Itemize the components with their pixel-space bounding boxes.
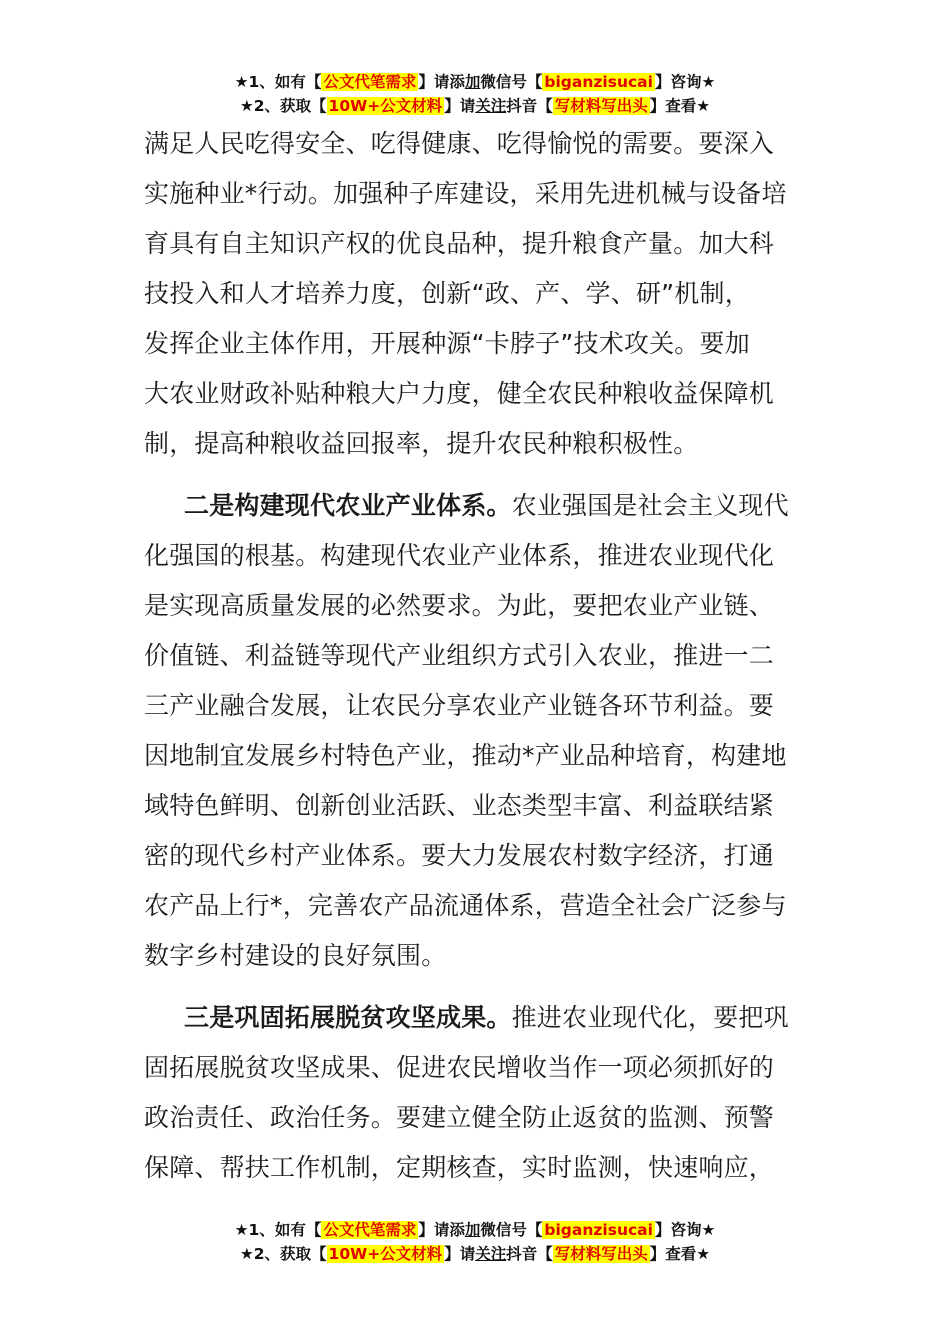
footer-line-1 xyxy=(0,1218,950,1242)
highlight-materials: 10W+公文材料 xyxy=(328,97,443,115)
highlight-ghostwriting: 公文代笔需求 xyxy=(323,73,417,91)
paragraph-3 xyxy=(144,993,808,1193)
text-line: 农产品上行*，完善农产品流通体系，营造全社会广泛参与 xyxy=(144,891,787,920)
text-line: 价值链、利益链等现代产业组织方式引入农业，推进一二 xyxy=(144,641,775,670)
highlight-materials: 10W+公文材料 xyxy=(328,1245,443,1263)
text-line: 实施种业*行动。加强种子库建设，采用先进机械与设备培 xyxy=(144,179,787,208)
text-run: 推进农业现代化，要把巩 xyxy=(511,1003,789,1032)
footer-text-underlined: 关注 xyxy=(475,1245,507,1263)
text-line: 化强国的根基。构建现代农业产业体系，推进农业现代化 xyxy=(144,541,775,570)
text-line-first xyxy=(144,481,808,531)
header-text: ★1、如有【 xyxy=(234,73,322,91)
header-line-1 xyxy=(0,70,950,94)
header-text: 】请添 xyxy=(418,73,465,91)
paragraph-2 xyxy=(144,481,808,981)
header-text-underlined: 加 xyxy=(464,73,481,91)
paragraph-1 xyxy=(144,119,808,469)
highlight-douyin: 写材料写出头 xyxy=(554,1245,648,1263)
text-line: 育具有自主知识产权的优良品种，提升粮食产量。加大科 xyxy=(144,229,775,258)
footer-text-underlined: 加 xyxy=(464,1221,481,1239)
header-text: 】咨询★ xyxy=(654,73,716,91)
footer-text: 】咨询★ xyxy=(654,1221,716,1239)
header-text: 】查看★ xyxy=(649,97,711,115)
footer-text: 】请添 xyxy=(418,1221,465,1239)
paragraph-heading: 三是巩固拓展脱贫攻坚成果。 xyxy=(184,1003,512,1032)
text-line: 发挥企业主体作用，开展种源“卡脖子”技术攻关。要加 xyxy=(144,329,750,358)
document-body xyxy=(144,119,808,1193)
text-line: 因地制宜发展乡村特色产业，推动*产业品种培育，构建地 xyxy=(144,741,787,770)
highlight-ghostwriting: 公文代笔需求 xyxy=(323,1221,417,1239)
footer-banner xyxy=(0,1218,950,1266)
text-line: 是实现高质量发展的必然要求。为此，要把农业产业链、 xyxy=(144,591,775,620)
text-line: 技投入和人才培养力度，创新“政、产、学、研”机制， xyxy=(144,279,750,308)
highlight-douyin: 写材料写出头 xyxy=(554,97,648,115)
text-line: 域特色鲜明、创新创业活跃、业态类型丰富、利益联结紧 xyxy=(144,791,775,820)
header-text: 】请 xyxy=(444,97,476,115)
text-line: 大农业财政补贴种粮大户力度，健全农民种粮收益保障机 xyxy=(144,379,775,408)
text-run: 农业强国是社会主义现代 xyxy=(511,491,789,520)
header-line-2 xyxy=(0,94,950,118)
paragraph-heading: 二是构建现代农业产业体系。 xyxy=(184,491,512,520)
text-line: 固拓展脱贫攻坚成果、促进农民增收当作一项必须抓好的 xyxy=(144,1053,775,1082)
footer-text: ★1、如有【 xyxy=(234,1221,322,1239)
footer-text: 抖音【 xyxy=(506,1245,553,1263)
text-line: 密的现代乡村产业体系。要大力发展农村数字经济，打通 xyxy=(144,841,775,870)
header-text: ★2、获取【 xyxy=(239,97,327,115)
text-line: 政治责任、政治任务。要建立健全防止返贫的监测、预警 xyxy=(144,1103,775,1132)
highlight-wechat-id: biganzisucai xyxy=(544,1221,653,1239)
text-line: 保障、帮扶工作机制，定期核查，实时监测，快速响应， xyxy=(144,1153,775,1182)
header-text: 微信号【 xyxy=(480,73,543,91)
header-banner xyxy=(0,70,950,118)
footer-text: 】查看★ xyxy=(649,1245,711,1263)
highlight-wechat-id: biganzisucai xyxy=(544,73,653,91)
text-line: 满足人民吃得安全、吃得健康、吃得愉悦的需要。要深入 xyxy=(144,129,775,158)
header-text-underlined: 关注 xyxy=(475,97,507,115)
footer-line-2 xyxy=(0,1242,950,1266)
footer-text: 】请 xyxy=(444,1245,476,1263)
text-line: 三产业融合发展，让农民分享农业产业链各环节利益。要 xyxy=(144,691,775,720)
footer-text: 微信号【 xyxy=(480,1221,543,1239)
text-line-first xyxy=(144,993,808,1043)
footer-text: ★2、获取【 xyxy=(239,1245,327,1263)
header-text: 抖音【 xyxy=(506,97,553,115)
text-line: 制，提高种粮收益回报率，提升农民种粮积极性。 xyxy=(144,429,699,458)
text-line: 数字乡村建设的良好氛围。 xyxy=(144,941,447,970)
